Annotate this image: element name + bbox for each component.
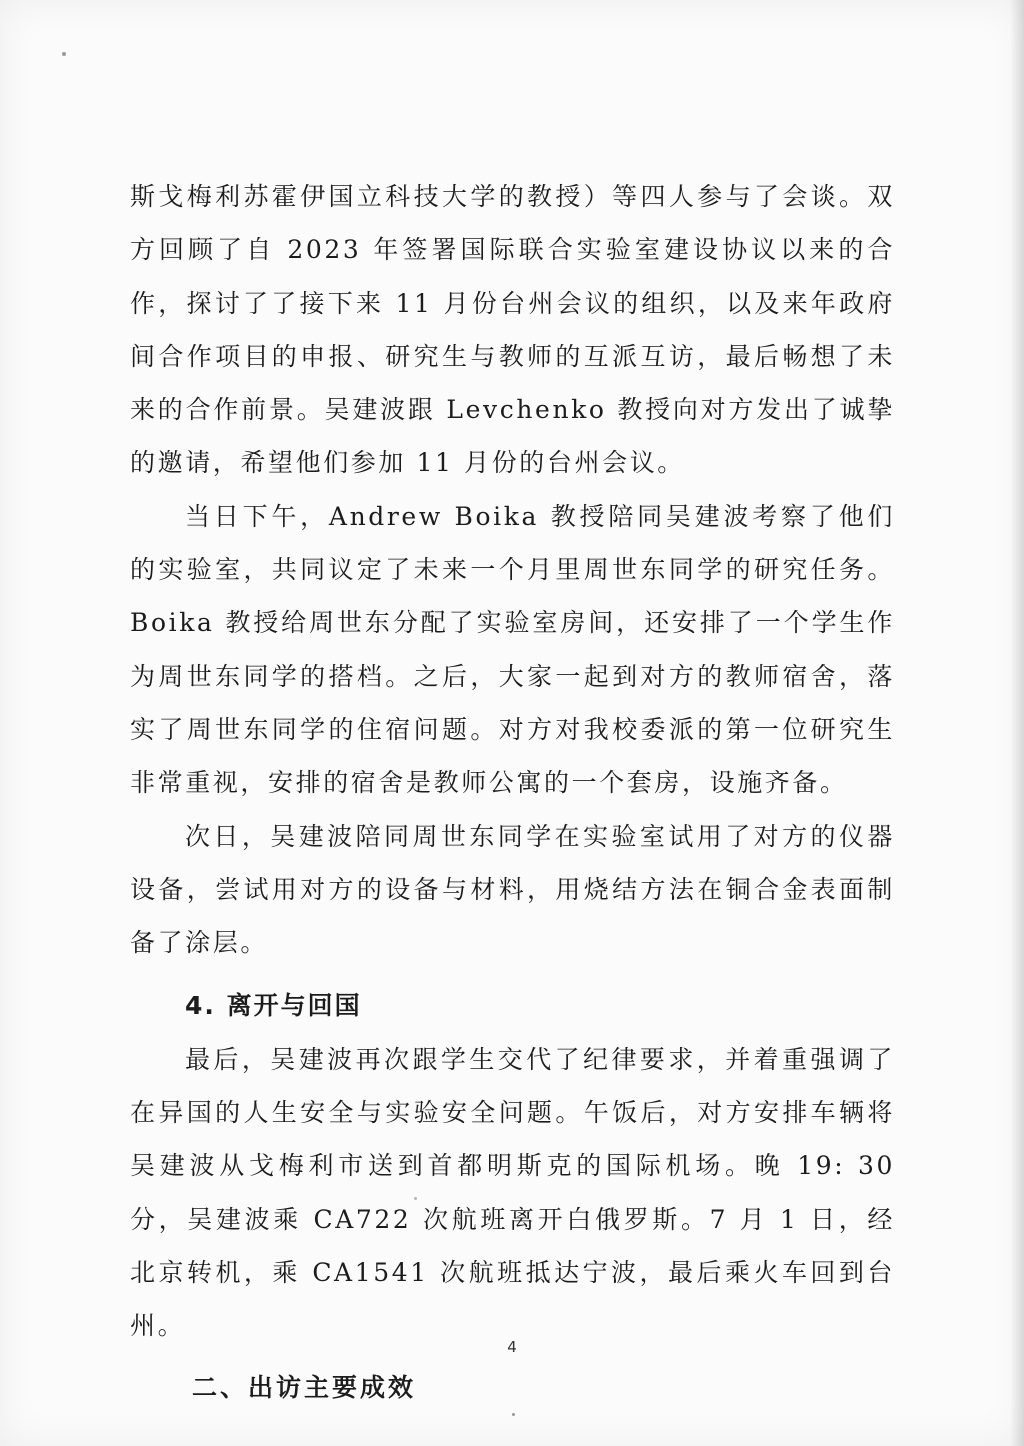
paragraph-next-day: 次日，吴建波陪同周世东同学在实验室试用了对方的仪器设备，尝试用对方的设备与材料，用烧结方法在铜合金表面制备了涂层。 xyxy=(130,821,895,958)
paragraph-departure: 最后，吴建波再次跟学生交代了纪律要求，并着重强调了在异国的人生安全与实验安全问题。午饭后，对方安排车辆将吴建波从戈梅利市送到首都明斯克的国际机场。晚 19: 30 分，吴建波乘 CA722 次航班离开白俄罗斯。7 月 1 日，经北京转机，乘 CA1541 次航班抵达宁波，最后乘火车回到台州。 xyxy=(130,1044,895,1341)
scan-speck xyxy=(62,52,66,56)
page-edge-shadow xyxy=(1010,0,1024,1446)
section-heading-departure: 4. 离开与回国 xyxy=(185,991,362,1021)
document-body xyxy=(130,170,895,1414)
main-heading-results: 二、出访主要成效 xyxy=(192,1372,417,1402)
paragraph-lab-visit: 当日下午，Andrew Boika 教授陪同吴建波考察了他们的实验室，共同议定了未来一个月里周世东同学的研究任务。Boika 教授给周世东分配了实验室房间，还安排了一个学生作为周世东同学的搭档。之后，大家一起到对方的教师宿舍，落实了周世东同学的住宿问题。对方对我校委派的第一位研究生非常重视，安排的宿舍是教师公寓的一个套房，设施齐备。 xyxy=(130,501,895,798)
paragraph-meeting: 斯戈梅利苏霍伊国立科技大学的教授）等四人参与了会谈。双方回顾了自 2023 年签署国际联合实验室建设协议以来的合作，探讨了了接下来 11 月份台州会议的组织，以及来年政府间合作项目的申报、研究生与教师的互派互访，最后畅想了未来的合作前景。吴建波跟 Levchenko 教授向对方发出了诚挚的邀请，希望他们参加 11 月份的台州会议。 xyxy=(130,182,895,478)
page-number: 4 xyxy=(507,1338,517,1356)
